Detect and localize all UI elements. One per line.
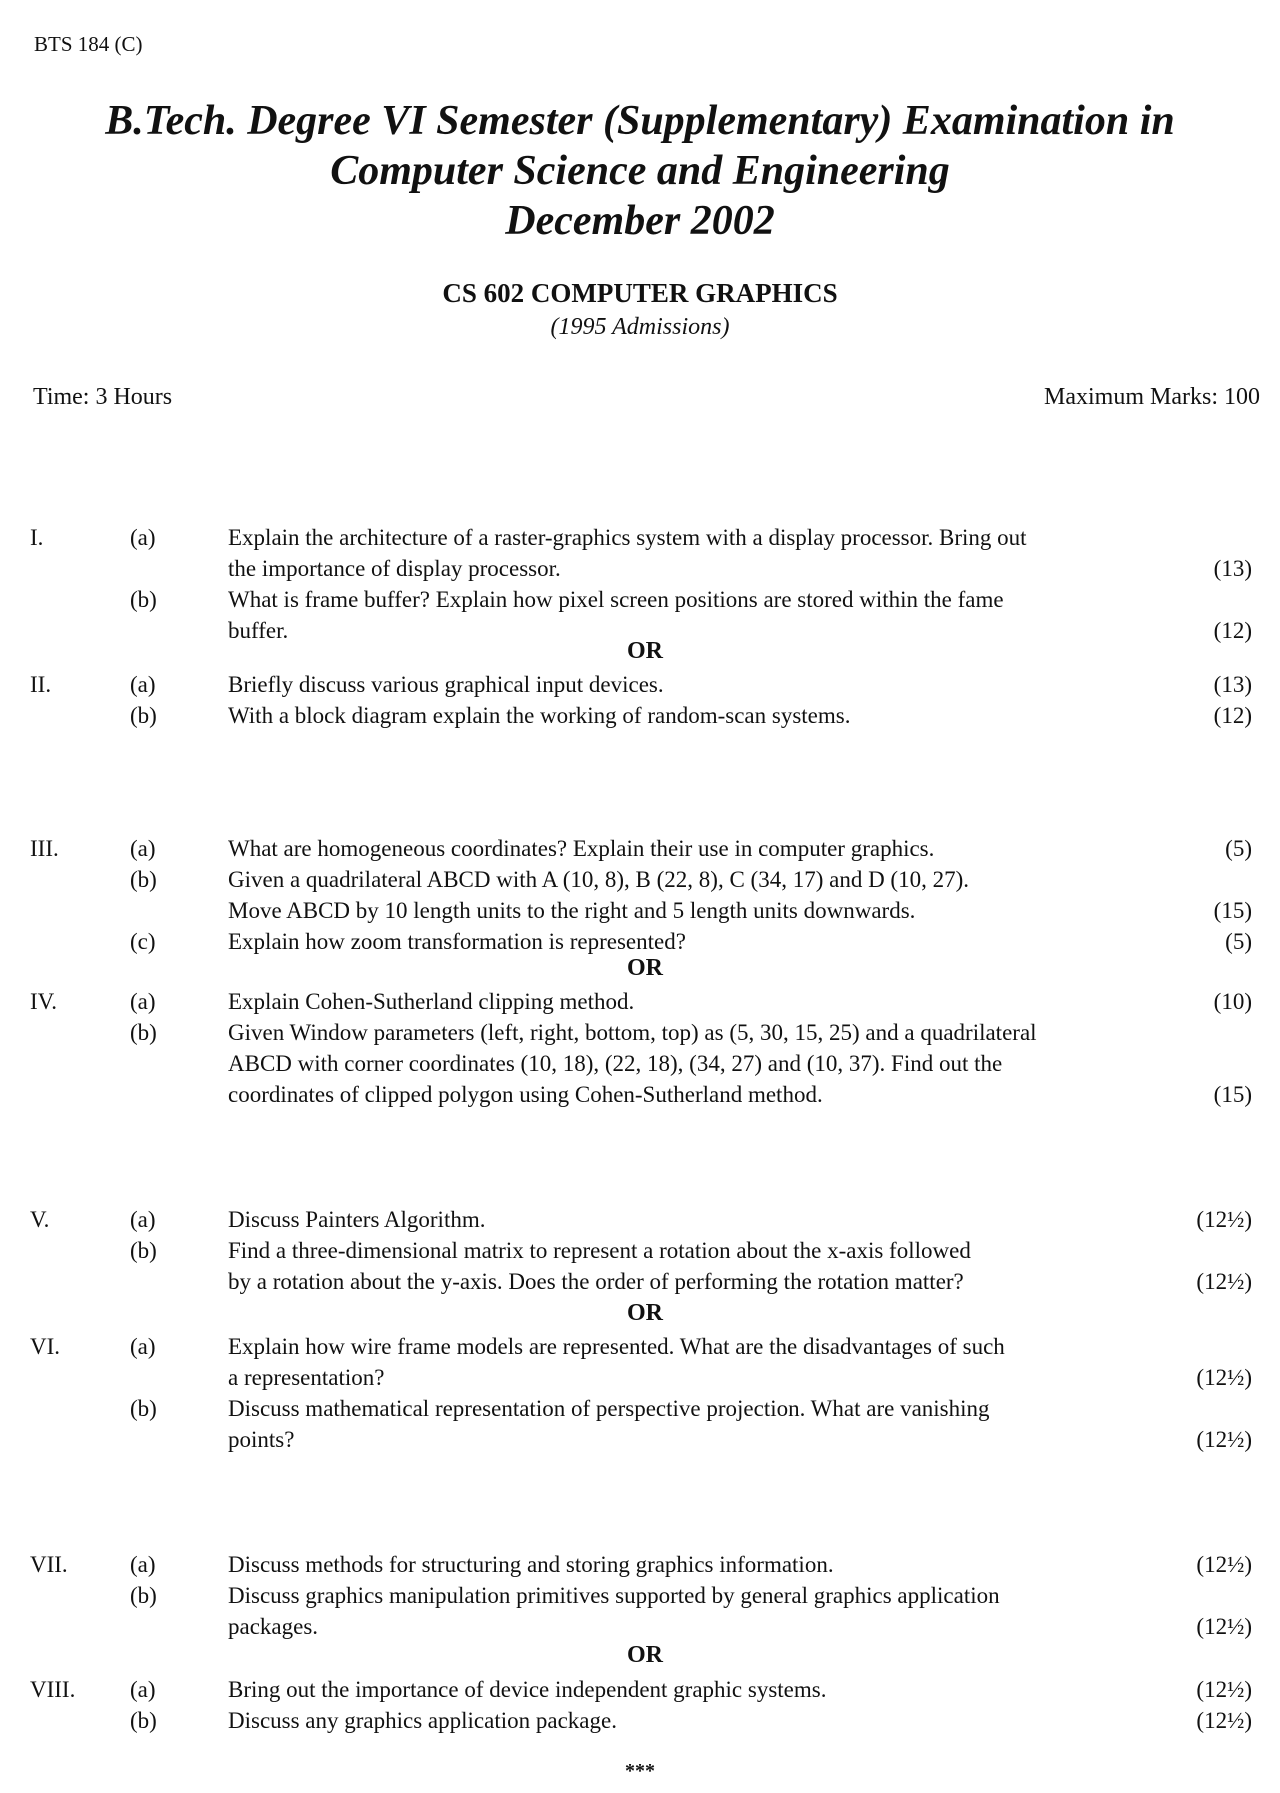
part-label: (a) — [130, 836, 156, 861]
part-label: (b) — [130, 1238, 157, 1263]
question-number: V. — [30, 1207, 50, 1232]
question-text: With a block diagram explain the working of random-scan systems. — [228, 703, 851, 728]
question-number: III. — [30, 836, 59, 861]
question-number: VIII. — [30, 1677, 76, 1702]
part-label: (b) — [130, 587, 157, 612]
marks-label: (12) — [1213, 703, 1252, 728]
marks-label: (12½) — [1196, 1269, 1252, 1294]
question-text: points? — [228, 1427, 295, 1452]
part-label: (a) — [130, 1552, 156, 1577]
question-line — [0, 1675, 1280, 1705]
part-label: (b) — [130, 1396, 157, 1421]
question-text: packages. — [228, 1614, 319, 1639]
part-label: (a) — [130, 525, 156, 550]
marks-label: (5) — [1225, 929, 1252, 954]
marks-label: (12½) — [1196, 1677, 1252, 1702]
question-number: VI. — [30, 1334, 61, 1359]
question-line — [0, 670, 1280, 700]
question-line — [0, 1205, 1280, 1235]
question-line — [0, 1018, 1280, 1048]
question-text: coordinates of clipped polygon using Cohen-Sutherland method. — [228, 1082, 823, 1107]
question-text: Discuss mathematical representation of perspective projection. What are vanishing — [228, 1396, 990, 1421]
marks-label: (12½) — [1196, 1427, 1252, 1452]
admissions-note: (1995 Admissions) — [550, 314, 730, 340]
question-number: I. — [30, 525, 44, 550]
or-separator: OR — [627, 955, 663, 981]
question-text: Given Window parameters (left, right, bottom, top) as (5, 30, 15, 25) and a quadrilateral — [228, 1020, 1037, 1045]
question-line — [0, 701, 1280, 731]
part-label: (b) — [130, 867, 157, 892]
question-text: Explain Cohen-Sutherland clipping method. — [228, 989, 635, 1014]
question-text: What is frame buffer? Explain how pixel screen positions are stored within the fame — [228, 587, 1004, 612]
question-text: Discuss Painters Algorithm. — [228, 1207, 486, 1232]
part-label: (b) — [130, 1583, 157, 1608]
question-text: What are homogeneous coordinates? Explain their use in computer graphics. — [228, 836, 935, 861]
marks-label: (12½) — [1196, 1552, 1252, 1577]
question-line — [0, 987, 1280, 1017]
question-text: Move ABCD by 10 length units to the right and 5 length units downwards. — [228, 898, 916, 923]
question-line — [0, 1394, 1280, 1424]
question-text: Explain how zoom transformation is represented? — [228, 929, 686, 954]
part-label: (a) — [130, 1677, 156, 1702]
question-text: Explain the architecture of a raster-graphics system with a display processor. Bring out — [228, 525, 1027, 550]
question-text: the importance of display processor. — [228, 556, 561, 581]
question-number: IV. — [30, 989, 58, 1014]
part-label: (b) — [130, 1020, 157, 1045]
marks-label: (15) — [1213, 898, 1252, 923]
paper-code: BTS 184 (C) — [34, 32, 143, 56]
question-text: Explain how wire frame models are represented. What are the disadvantages of such — [228, 1334, 1005, 1359]
end-mark: *** — [625, 1760, 655, 1782]
marks-label: (12) — [1213, 618, 1252, 643]
time-allowed: Time: 3 Hours — [33, 384, 173, 410]
question-number: VII. — [30, 1552, 68, 1577]
question-line — [0, 1425, 1280, 1455]
or-separator: OR — [627, 1300, 663, 1326]
part-label: (a) — [130, 1334, 156, 1359]
question-text: buffer. — [228, 618, 289, 643]
subject-title: CS 602 COMPUTER GRAPHICS — [442, 278, 838, 308]
question-line — [0, 1236, 1280, 1266]
question-line — [0, 1080, 1280, 1110]
question-text: ABCD with corner coordinates (10, 18), (22, 18), (34, 27) and (10, 37). Find out the — [228, 1051, 1003, 1076]
question-line — [0, 1706, 1280, 1736]
part-label: (a) — [130, 989, 156, 1014]
marks-label: (12½) — [1196, 1365, 1252, 1390]
marks-label: (5) — [1225, 836, 1252, 861]
question-line — [0, 896, 1280, 926]
question-line — [0, 1581, 1280, 1611]
marks-label: (13) — [1213, 672, 1252, 697]
question-text: a representation? — [228, 1365, 385, 1390]
or-separator: OR — [627, 1642, 663, 1668]
question-text: Discuss methods for structuring and storing graphics information. — [228, 1552, 834, 1577]
marks-label: (12½) — [1196, 1708, 1252, 1733]
exam-title: B.Tech. Degree VI Semester (Supplementary) Examination in — [105, 98, 1175, 144]
question-line — [0, 523, 1280, 553]
part-label: (a) — [130, 1207, 156, 1232]
question-text: Briefly discuss various graphical input devices. — [228, 672, 664, 697]
or-separator: OR — [627, 638, 663, 664]
exam-branch: Computer Science and Engineering — [330, 148, 950, 194]
question-line — [0, 1267, 1280, 1297]
question-line — [0, 834, 1280, 864]
exam-date: December 2002 — [505, 198, 775, 244]
question-text: Find a three-dimensional matrix to represent a rotation about the x-axis followed — [228, 1238, 971, 1263]
question-text: Bring out the importance of device independent graphic systems. — [228, 1677, 827, 1702]
part-label: (a) — [130, 672, 156, 697]
part-label: (b) — [130, 703, 157, 728]
question-text: by a rotation about the y-axis. Does the order of performing the rotation matter? — [228, 1269, 964, 1294]
question-line — [0, 1363, 1280, 1393]
question-line — [0, 1049, 1280, 1079]
maximum-marks: Maximum Marks: 100 — [1044, 384, 1260, 410]
marks-label: (13) — [1213, 556, 1252, 581]
question-text: Given a quadrilateral ABCD with A (10, 8), B (22, 8), C (34, 17) and D (10, 27). — [228, 867, 969, 892]
part-label: (c) — [130, 929, 156, 954]
part-label: (b) — [130, 1708, 157, 1733]
marks-label: (12½) — [1196, 1614, 1252, 1639]
question-line — [0, 1612, 1280, 1642]
question-text: Discuss any graphics application package. — [228, 1708, 617, 1733]
question-line — [0, 865, 1280, 895]
marks-label: (10) — [1213, 989, 1252, 1014]
question-line — [0, 554, 1280, 584]
question-line — [0, 585, 1280, 615]
marks-label: (12½) — [1196, 1207, 1252, 1232]
question-number: II. — [30, 672, 52, 697]
question-line — [0, 1332, 1280, 1362]
marks-label: (15) — [1213, 1082, 1252, 1107]
question-text: Discuss graphics manipulation primitives supported by general graphics application — [228, 1583, 1000, 1608]
question-line — [0, 1550, 1280, 1580]
